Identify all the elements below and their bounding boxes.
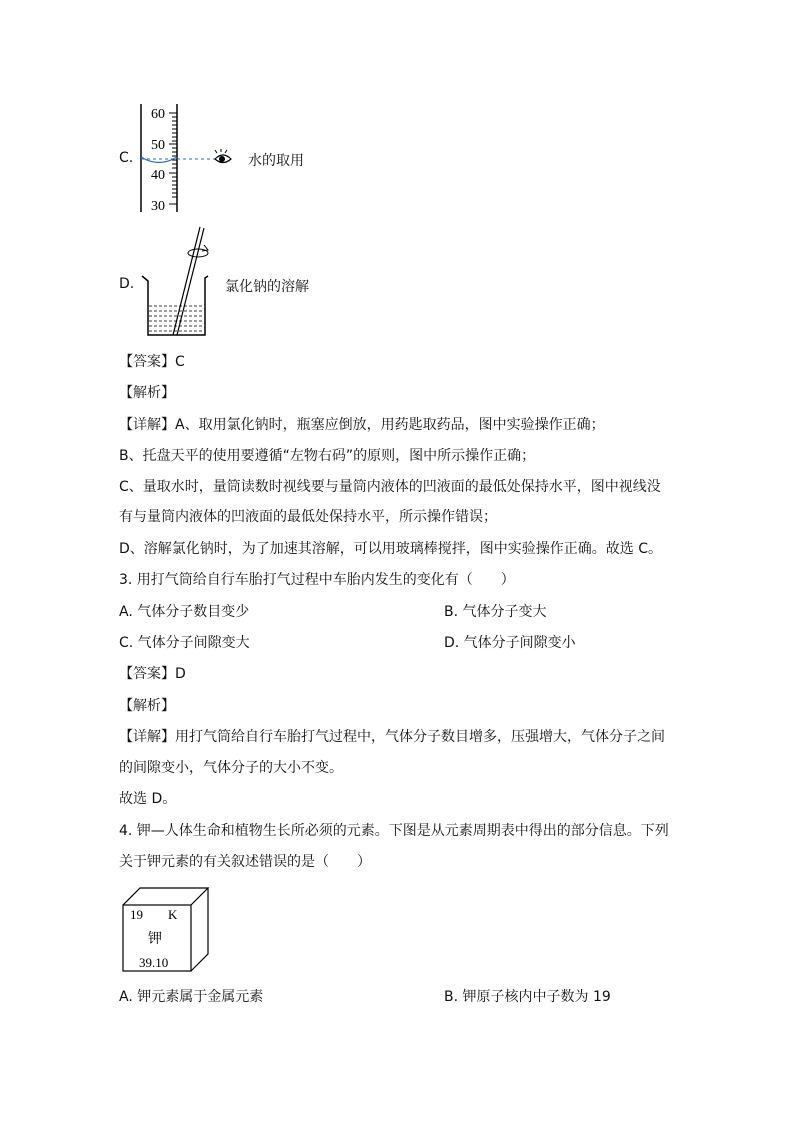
q2-explanation-line: C、量取水时，量筒读数时视线要与量筒内液体的凹液面的最低处保持水平，图中视线没: [119, 479, 661, 495]
q2-explanation-line: D、溶解氯化钠时，为了加速其溶解，可以用玻璃棒搅拌，图中实验操作正确。故选 C。: [119, 541, 663, 557]
tick-label: 60: [151, 107, 165, 122]
q3-answer: 【答案】D: [119, 666, 186, 682]
option-c-caption: 水的取用: [248, 153, 304, 169]
q3-option-d: D. 气体分子间隙变小: [444, 635, 576, 651]
q2-explanation-line: 有与量筒内液体的凹液面的最低处保持水平，所示操作错误；: [119, 509, 497, 525]
q3-analysis-heading: 【解析】: [119, 698, 175, 714]
atomic-mass: 39.10: [139, 955, 169, 970]
tick-label: 50: [151, 138, 165, 153]
q3-explanation-line: 故选 D。: [119, 791, 177, 807]
atomic-number: 19: [130, 907, 143, 922]
q3-explanation-line: 【详解】用打气筒给自行车胎打气过程中，气体分子数目增多，压强增大，气体分子之间: [119, 729, 665, 745]
graduated-cylinder-figure: [135, 100, 245, 215]
q3-option-b: B. 气体分子变大: [444, 604, 547, 620]
beaker-stirring-figure: [140, 225, 220, 340]
q3-option-c: C. 气体分子间隙变大: [119, 635, 250, 651]
q4-stem-line: 4. 钾—人体生命和植物生长所必须的元素。下图是从元素周期表中得出的部分信息。下列: [119, 823, 669, 839]
q2-answer: 【答案】C: [119, 354, 185, 370]
q4-stem-line: 关于钾元素的有关叙述错误的是（ ）: [119, 854, 371, 870]
tick-label: 40: [151, 168, 165, 183]
option-d-letter: D.: [119, 276, 135, 292]
element-card-k: [120, 885, 215, 975]
q4-option-a: A. 钾元素属于金属元素: [119, 989, 264, 1005]
element-name: 钾: [148, 931, 162, 947]
q3-option-a: A. 气体分子数目变少: [119, 604, 250, 620]
q3-stem: 3. 用打气筒给自行车胎打气过程中车胎内发生的变化有（ ）: [119, 572, 515, 588]
q2-explanation-line: B、托盘天平的使用要遵循“左物右码”的原则，图中所示操作正确；: [119, 448, 536, 464]
option-d-caption: 氯化钠的溶解: [225, 279, 309, 295]
q2-analysis-heading: 【解析】: [119, 385, 175, 401]
q4-option-b: B. 钾原子核内中子数为 19: [444, 989, 611, 1005]
element-symbol: K: [168, 907, 178, 922]
tick-label: 30: [151, 199, 165, 214]
q3-explanation-line: 的间隙变小，气体分子的大小不变。: [119, 760, 343, 776]
eye-icon: [215, 149, 231, 163]
option-c-letter: C.: [119, 150, 134, 166]
q2-explanation-line: 【详解】A、取用氯化钠时，瓶塞应倒放，用药匙取药品，图中实验操作正确；: [119, 417, 605, 433]
